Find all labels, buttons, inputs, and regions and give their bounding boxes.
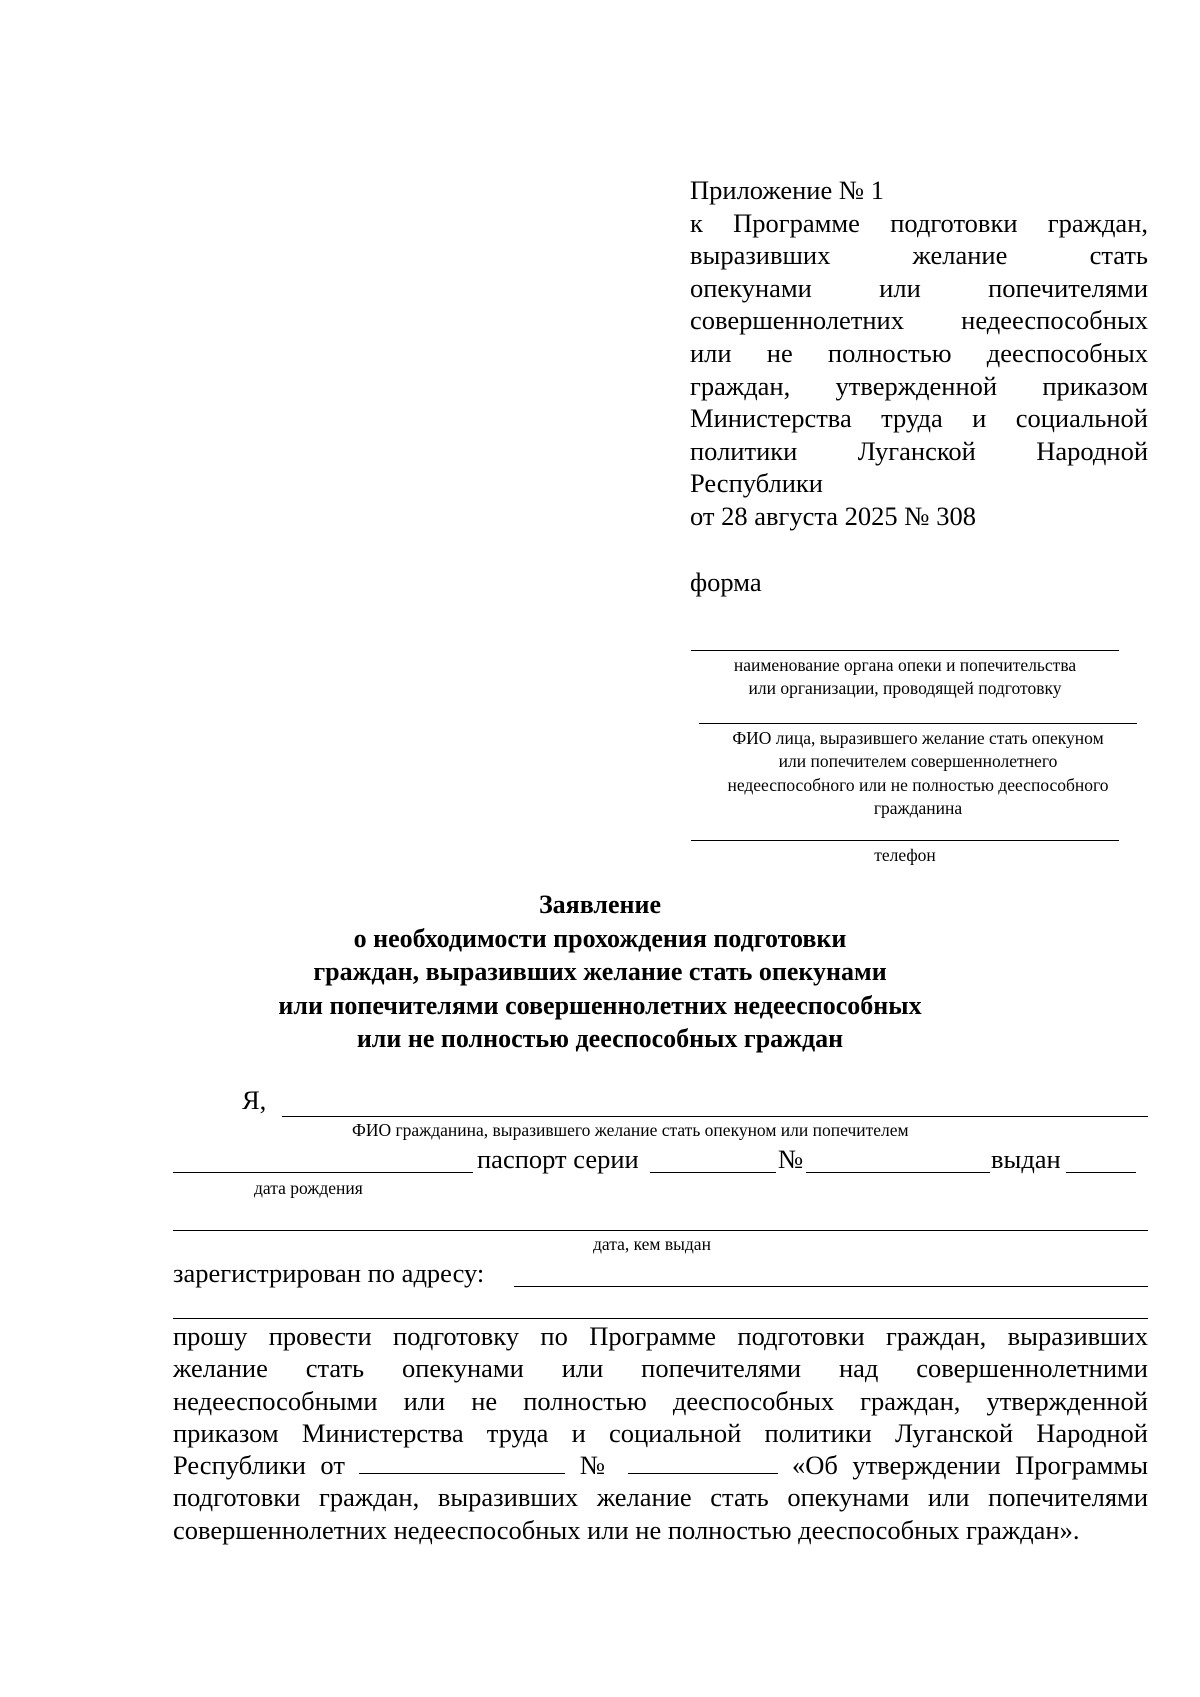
organ-field[interactable] bbox=[690, 650, 1120, 701]
body-line: недееспособными или не полностью дееспособных граждан, утвержденной bbox=[173, 1385, 1148, 1416]
title-line: граждан, выразивших желание стать опекунами bbox=[313, 957, 887, 986]
organ-line bbox=[691, 650, 1119, 651]
applicant-caption: ФИО лица, выразившего желание стать опекуном bbox=[732, 728, 1104, 748]
birth-date-input-line[interactable] bbox=[173, 1172, 473, 1173]
appendix-header bbox=[690, 174, 1148, 533]
issued-by-input-line[interactable] bbox=[173, 1230, 1148, 1231]
birth-date-caption: дата рождения bbox=[254, 1178, 363, 1198]
phone-line bbox=[691, 840, 1119, 841]
phone-caption: телефон bbox=[874, 845, 936, 865]
registered-label: зарегистрирован по адресу: bbox=[173, 1258, 485, 1288]
issued-label: выдан bbox=[991, 1144, 1061, 1174]
form-label: форма bbox=[690, 567, 762, 597]
order-title-start: «Об утверждении Программы bbox=[792, 1450, 1148, 1481]
fio-caption: ФИО гражданина, выразившего желание стать опекуном или попечителем bbox=[352, 1120, 909, 1140]
order-number-blank[interactable] bbox=[628, 1451, 778, 1474]
passport-number-input-line[interactable] bbox=[806, 1172, 990, 1173]
issued-by-caption: дата, кем выдан bbox=[593, 1234, 711, 1254]
body-line-with-blanks bbox=[173, 1449, 1148, 1481]
appendix-line: от 28 августа 2025 № 308 bbox=[690, 500, 976, 531]
applicant-caption: недееспособного или не полностью дееспособного bbox=[727, 774, 1109, 795]
appendix-line: опекунами или попечителями bbox=[690, 272, 1148, 303]
applicant-caption: или попечителем совершеннолетнего bbox=[778, 751, 1058, 772]
order-number-sign: № bbox=[579, 1450, 614, 1481]
passport-number-sign: № bbox=[778, 1144, 804, 1174]
title-line: Заявление bbox=[538, 890, 662, 919]
appendix-line: выразивших желание стать bbox=[690, 240, 1148, 271]
appendix-line: Республики bbox=[690, 468, 823, 499]
organ-caption: наименование органа опеки и попечительства bbox=[733, 655, 1077, 675]
appendix-line: Министерства труда и социальной bbox=[690, 403, 1148, 434]
title-line: о необходимости прохождения подготовки bbox=[353, 923, 847, 953]
body-line: приказом Министерства труда и социальной политики Луганской Народной bbox=[173, 1417, 1148, 1448]
passport-series-label: паспорт серии bbox=[477, 1144, 639, 1174]
phone-field[interactable] bbox=[690, 840, 1120, 867]
request-paragraph bbox=[173, 1320, 1148, 1546]
fio-input-line[interactable] bbox=[282, 1116, 1148, 1117]
issued-input-line[interactable] bbox=[1066, 1172, 1136, 1173]
applicant-line bbox=[699, 723, 1137, 724]
appendix-line: политики Луганской Народной bbox=[690, 435, 1148, 466]
document-title bbox=[250, 888, 950, 1056]
title-line: или попечителями совершеннолетних недееспособных bbox=[278, 990, 922, 1020]
appendix-line: граждан, утвержденной приказом bbox=[690, 370, 1148, 401]
applicant-caption: гражданина bbox=[873, 798, 963, 819]
title-line: или не полностью дееспособных граждан bbox=[356, 1024, 844, 1053]
body-line: совершеннолетних недееспособных или не полностью дееспособных граждан». bbox=[173, 1514, 1080, 1545]
passport-series-input-line[interactable] bbox=[650, 1172, 776, 1173]
i-label: Я, bbox=[242, 1085, 267, 1115]
address-input-line[interactable] bbox=[514, 1286, 1148, 1287]
organ-caption: или организации, проводящей подготовку bbox=[748, 678, 1062, 699]
applicant-field[interactable] bbox=[690, 723, 1146, 821]
appendix-line: к Программе подготовки граждан, bbox=[690, 207, 1148, 238]
body-line: подготовки граждан, выразивших желание стать опекунами или попечителями bbox=[173, 1482, 1148, 1513]
appendix-line: Приложение № 1 bbox=[690, 175, 885, 205]
order-date-blank[interactable] bbox=[359, 1451, 565, 1474]
body-line: прошу провести подготовку по Программе подготовки граждан, выразивших bbox=[173, 1321, 1148, 1351]
appendix-line: совершеннолетних недееспособных bbox=[690, 305, 1148, 336]
address-input-line-2[interactable] bbox=[173, 1318, 1148, 1319]
republic-from-text: Республики от bbox=[173, 1450, 345, 1481]
body-line: желание стать опекунами или попечителями над совершеннолетними bbox=[173, 1353, 1148, 1384]
appendix-line: или не полностью дееспособных bbox=[690, 337, 1148, 368]
